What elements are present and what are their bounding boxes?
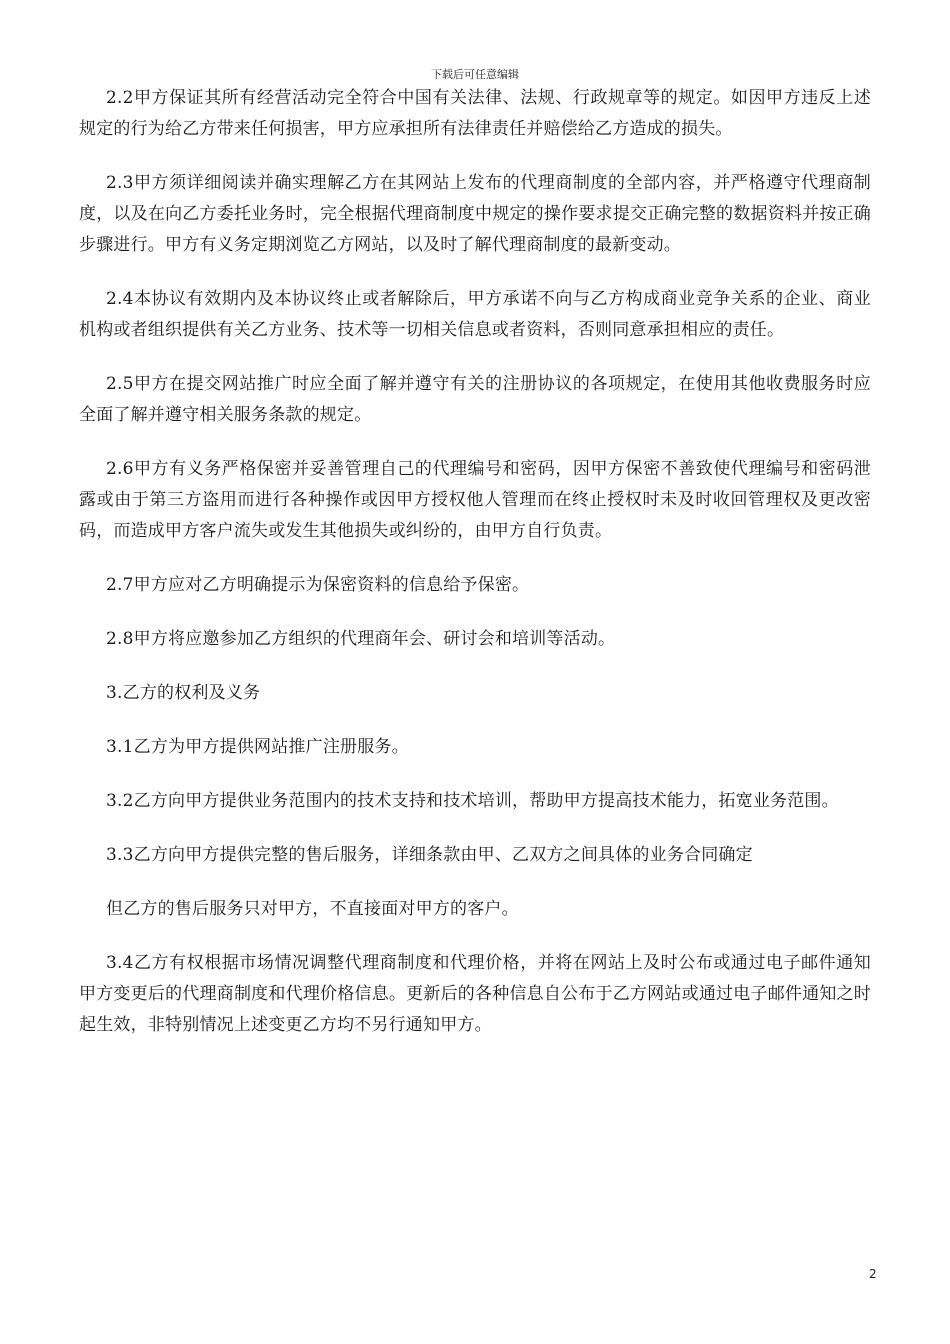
page-number: 2: [869, 1267, 877, 1281]
document-body: [79, 83, 871, 1064]
paragraph-2-5: 2.5甲方在提交网站推广时应全面了解并遵守有关的注册协议的各项规定，在使用其他收费服务时应全面了解并遵守相关服务条款的规定。: [79, 374, 871, 425]
paragraph-2-7: 2.7甲方应对乙方明确提示为保密资料的信息给予保密。: [106, 575, 530, 595]
paragraph-2-2: 2.2甲方保证其所有经营活动完全符合中国有关法律、法规、行政规章等的规定。如因甲方违反上述规定的行为给乙方带来任何损害，甲方应承担所有法律责任并赔偿给乙方造成的损失。: [79, 88, 871, 139]
paragraph-3-1: 3.1乙方为甲方提供网站推广注册服务。: [106, 737, 409, 757]
paragraph-3-2: 3.2乙方向甲方提供业务范围内的技术支持和技术培训，帮助甲方提高技术能力，拓宽业务范围。: [106, 791, 839, 811]
paragraph-3-3: 3.3乙方向甲方提供完整的售后服务，详细条款由甲、乙双方之间具体的业务合同确定: [106, 845, 753, 865]
paragraph-2-3: 2.3甲方须详细阅读并确实理解乙方在其网站上发布的代理商制度的全部内容，并严格遵守代理商制度，以及在向乙方委托业务时，完全根据代理商制度中规定的操作要求提交正确完整的数据资料并按正确步骤进行。甲方有义务定期浏览乙方网站，以及时了解代理商制度的最新变动。: [79, 173, 871, 255]
paragraph-2-6: 2.6甲方有义务严格保密并妥善管理自己的代理编号和密码，因甲方保密不善致使代理编号和密码泄露或由于第三方盗用而进行各种操作或因甲方授权他人管理而在终止授权时未及时收回管理权及更改密码，而造成甲方客户流失或发生其他损失或纠纷的，由甲方自行负责。: [79, 459, 871, 541]
paragraph-2-8: 2.8甲方将应邀参加乙方组织的代理商年会、研讨会和培训等活动。: [106, 629, 616, 649]
header-note: 下载后可任意编辑: [431, 68, 519, 81]
section-heading-3: 3.乙方的权利及义务: [106, 683, 261, 703]
paragraph-3-4: 3.4乙方有权根据市场情况调整代理商制度和代理价格，并将在网站上及时公布或通过电子邮件通知甲方变更后的代理商制度和代理价格信息。更新后的各种信息自公布于乙方网站或通过电子邮件通知之时起生效，非特别情况上述变更乙方均不另行通知甲方。: [79, 953, 871, 1035]
paragraph-3-3-continued: 但乙方的售后服务只对甲方，不直接面对甲方的客户。: [106, 899, 519, 919]
paragraph-2-4: 2.4本协议有效期内及本协议终止或者解除后，甲方承诺不向与乙方构成商业竞争关系的企业、商业机构或者组织提供有关乙方业务、技术等一切相关信息或者资料，否则同意承担相应的责任。: [79, 289, 871, 340]
